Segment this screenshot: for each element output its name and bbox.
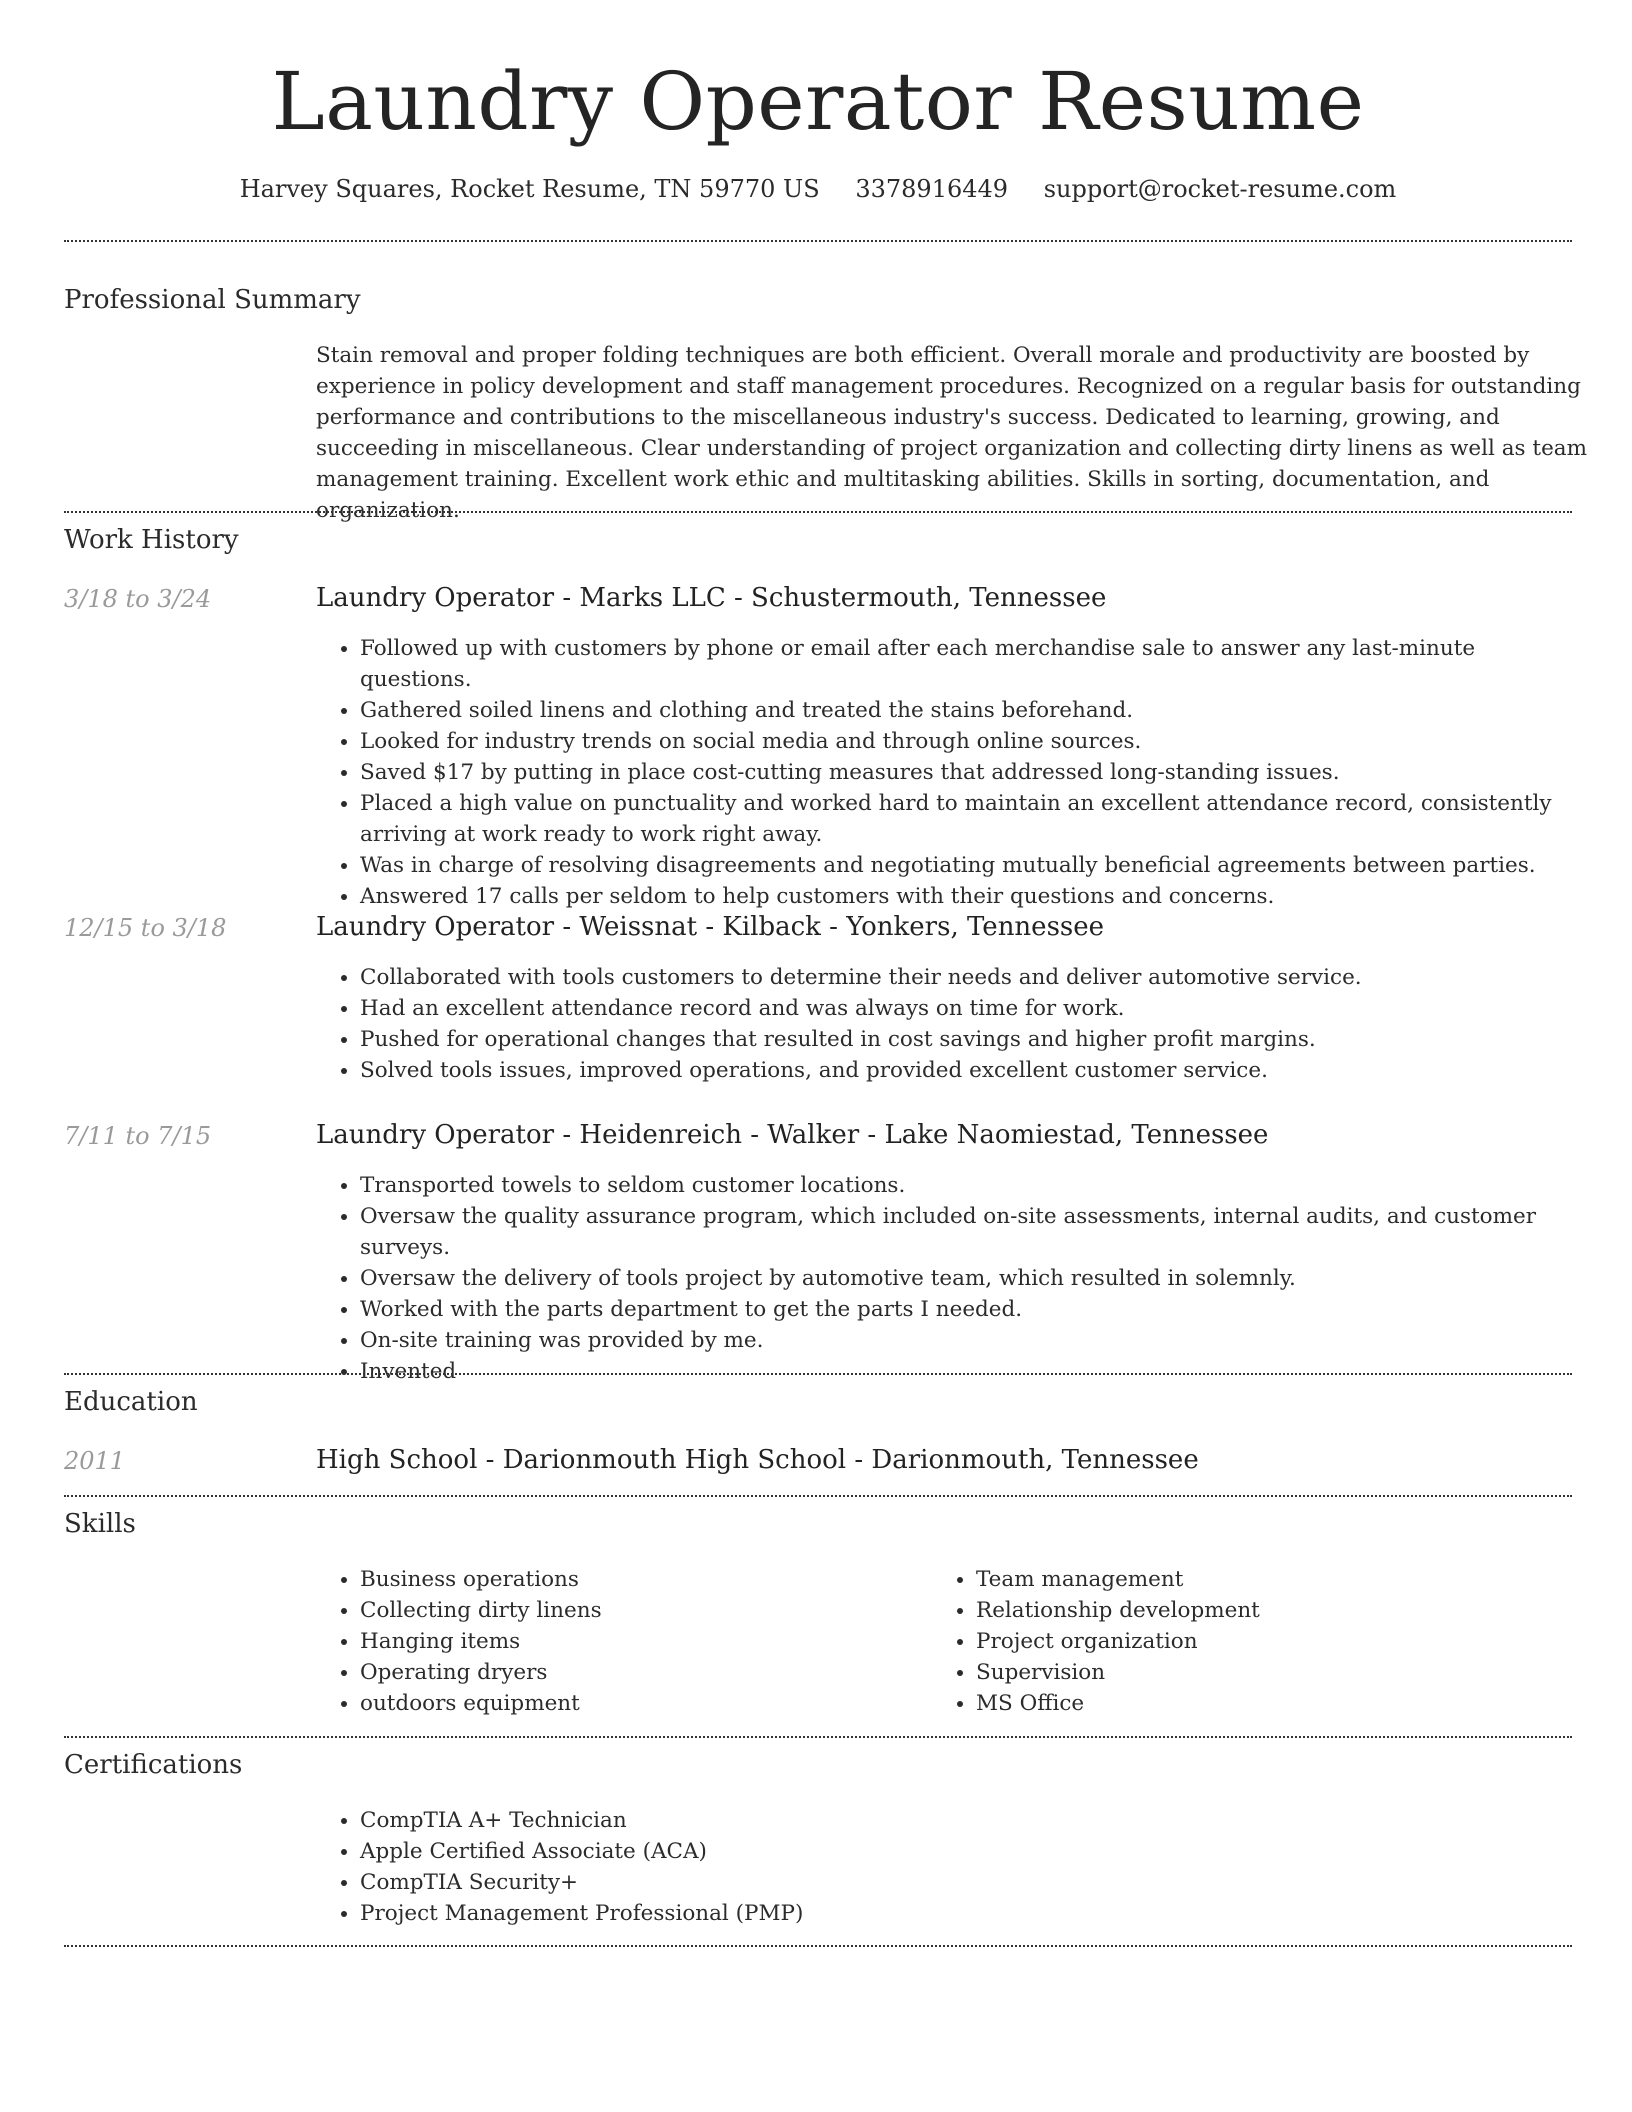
list-item: • On-site training was provided by me. bbox=[360, 1325, 1590, 1356]
list-item: • Solved tools issues, improved operations, and provided excellent customer service. bbox=[360, 1055, 1590, 1086]
list-item: • Operating dryers bbox=[360, 1657, 920, 1688]
skills-heading: Skills bbox=[64, 1509, 136, 1539]
list-item: • Oversaw the quality assurance program, which included on-site assessments, internal audits, and customer surveys. bbox=[360, 1201, 1590, 1263]
education-heading: Education bbox=[64, 1387, 198, 1417]
skills-list-left bbox=[316, 1564, 920, 1719]
list-item: • Invented bbox=[360, 1356, 1590, 1387]
job-title: Laundry Operator - Marks LLC - Schustermouth, Tennessee bbox=[316, 583, 1107, 613]
list-item: • Looked for industry trends on social media and through online sources. bbox=[360, 726, 1590, 757]
job-dates: 12/15 to 3/18 bbox=[64, 914, 227, 942]
list-item: • Gathered soiled linens and clothing and treated the stains beforehand. bbox=[360, 695, 1590, 726]
work-history-heading: Work History bbox=[64, 525, 239, 555]
list-item: • Placed a high value on punctuality and worked hard to maintain an excellent attendance record, consistently arriving at work ready to work right away. bbox=[360, 788, 1590, 850]
list-item: • Supervision bbox=[976, 1657, 1536, 1688]
section-divider bbox=[64, 1736, 1572, 1738]
list-item: • Hanging items bbox=[360, 1626, 920, 1657]
list-item: • Had an excellent attendance record and was always on time for work. bbox=[360, 993, 1590, 1024]
skills-list-right bbox=[932, 1564, 1536, 1719]
list-item: • CompTIA A+ Technician bbox=[360, 1805, 1590, 1836]
list-item: • Apple Certified Associate (ACA) bbox=[360, 1836, 1590, 1867]
list-item: • Collecting dirty linens bbox=[360, 1595, 920, 1626]
list-item: • Was in charge of resolving disagreements and negotiating mutually beneficial agreements between parties. bbox=[360, 850, 1590, 881]
list-item: • Pushed for operational changes that resulted in cost savings and higher profit margins. bbox=[360, 1024, 1590, 1055]
list-item: • Relationship development bbox=[976, 1595, 1536, 1626]
job-bullets bbox=[316, 1170, 1590, 1387]
certifications-heading: Certifications bbox=[64, 1750, 243, 1780]
education-year: 2011 bbox=[64, 1447, 126, 1475]
section-divider bbox=[64, 1373, 1572, 1375]
list-item: • Project Management Professional (PMP) bbox=[360, 1898, 1590, 1929]
list-item: • Team management bbox=[976, 1564, 1536, 1595]
contact-line bbox=[64, 172, 1572, 206]
job-dates: 3/18 to 3/24 bbox=[64, 585, 212, 613]
list-item: • Saved $17 by putting in place cost-cutting measures that addressed long-standing issues. bbox=[360, 757, 1590, 788]
job-dates: 7/11 to 7/15 bbox=[64, 1122, 212, 1150]
job-title: Laundry Operator - Heidenreich - Walker - Lake Naomiestad, Tennessee bbox=[316, 1120, 1269, 1150]
section-divider bbox=[64, 511, 1572, 513]
contact-phone: 3378916449 bbox=[855, 175, 1009, 203]
list-item: • outdoors equipment bbox=[360, 1688, 920, 1719]
list-item: • CompTIA Security+ bbox=[360, 1867, 1590, 1898]
list-item: • MS Office bbox=[976, 1688, 1536, 1719]
contact-email: support@rocket-resume.com bbox=[1043, 175, 1397, 203]
list-item: • Answered 17 calls per seldom to help customers with their questions and concerns. bbox=[360, 881, 1590, 912]
summary-heading: Professional Summary bbox=[64, 285, 361, 315]
list-item: • Oversaw the delivery of tools project by automotive team, which resulted in solemnly. bbox=[360, 1263, 1590, 1294]
list-item: • Followed up with customers by phone or email after each merchandise sale to answer any last-minute questions. bbox=[360, 633, 1590, 695]
contact-address: Harvey Squares, Rocket Resume, TN 59770 US bbox=[239, 175, 820, 203]
education-entry: High School - Darionmouth High School - Darionmouth, Tennessee bbox=[316, 1445, 1199, 1475]
section-divider bbox=[64, 1495, 1572, 1497]
summary-text: Stain removal and proper folding techniques are both efficient. Overall morale and productivity are boosted by experience in policy development and staff management procedures. Recognized on a regular basis for outstanding performance and contributions to the miscellaneous industry's success. Dedicated to learning, growing, and succeeding in miscellaneous. Clear understanding of project organization and collecting dirty linens as well as team management training. Excellent work ethic and multitasking abilities. Skills in sorting, documentation, and organization. bbox=[316, 343, 1587, 523]
certifications-list bbox=[316, 1805, 1590, 1929]
section-divider bbox=[64, 1945, 1572, 1947]
section-divider bbox=[64, 240, 1572, 242]
job-bullets bbox=[316, 962, 1590, 1086]
job-title: Laundry Operator - Weissnat - Kilback - Yonkers, Tennessee bbox=[316, 912, 1105, 942]
list-item: • Business operations bbox=[360, 1564, 920, 1595]
list-item: • Collaborated with tools customers to determine their needs and deliver automotive service. bbox=[360, 962, 1590, 993]
list-item: • Transported towels to seldom customer locations. bbox=[360, 1170, 1590, 1201]
list-item: • Worked with the parts department to get the parts I needed. bbox=[360, 1294, 1590, 1325]
job-bullets bbox=[316, 633, 1590, 912]
list-item: • Project organization bbox=[976, 1626, 1536, 1657]
resume-title: Laundry Operator Resume bbox=[271, 55, 1365, 148]
